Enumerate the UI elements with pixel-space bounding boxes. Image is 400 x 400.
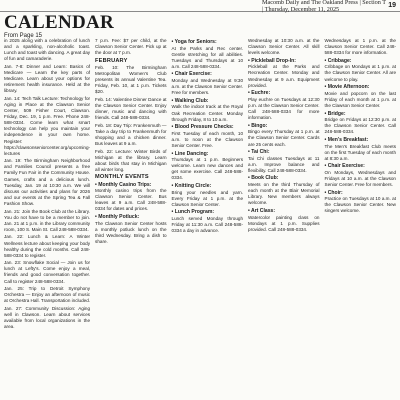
event-heading: • Line Dancing:: [171, 150, 209, 157]
event-heading: • Tai Chi:: [248, 149, 270, 156]
event-listing: Jan. 25: Trip to Detroit Symphony Orchestra — Enjoy an afternoon of music at Orchestra Hall. Transportation included.: [4, 286, 91, 304]
section-heading: MONTHLY EVENTS: [95, 174, 149, 181]
event-listing: The Clawson Senior Center hosts a monthly potluck lunch on the third Wednesday. Bring a dish to share.: [95, 220, 167, 244]
event-heading: • Walking Club:: [171, 97, 209, 104]
event-heading: • Monthly Potluck:: [95, 214, 140, 221]
event-heading: • Men's Breakfast:: [324, 136, 369, 143]
event-listing: Watercolor painting class on Mondays at 1 p.m. Supplies provided. Call 248-588-0334.: [248, 214, 320, 232]
section-name: Section T: [362, 0, 386, 6]
column-4: [248, 38, 319, 398]
header-text: Macomb Daily and The Oakland Press | Section T | Thursday, December 11, 2025: [262, 0, 386, 13]
issue-date: Thursday, December 11, 2025: [264, 5, 340, 13]
event-heading: • Art Class:: [248, 207, 276, 214]
page-number: 19: [388, 2, 396, 9]
event-listing: Jan. 7-8: Dinner and Learn: Basics of Medicare — Learn the key parts of Medicare. Learn about your options for retirement health insurance. Held at the library.: [4, 63, 91, 94]
event-listing: Pickleball at the Parks and Recreation Center. Monday and Wednesday at 9 a.m. Equipment provided.: [248, 64, 320, 88]
event-listing: At the Parks and Rec center. Gentle stretching for all abilities. Tuesdays and Thursdays at 10 a.m. Call 248-588-0334.: [171, 45, 244, 69]
event-heading: • Chair Exercise:: [324, 163, 365, 170]
event-listing: On Mondays, Wednesdays and Fridays at 10 a.m. at the Clawson Senior Center. Free for members.: [324, 169, 396, 188]
column-1: [4, 38, 90, 398]
event-listing: Bring your needles and yarn. Every Friday at 1 p.m. at the Clawson Senior Center.: [171, 189, 244, 207]
event-listing: Jan. 21: Join the Book Club at the Library. You do not have to be a member to join. Jan. 21 at 1 p.m. in the Library community room, 100 S. Main St. Call 248-588-0334.: [4, 208, 91, 232]
event-listing: Feb. 10: The Birmingham Metropolitan Women's Club presents its annual Valentine Tea. Friday, Feb. 10, at 1 p.m. Tickets $20.: [95, 64, 167, 95]
event-listing: Cribbage on Mondays at 1 p.m. at the Clawson Senior Center. All are welcome to play.: [324, 64, 396, 82]
event-listing: Feb. 14: Valentine Dinner Dance at the Clawson Senior Center. Enjoy dinner, music and dancing with friends. Call 248-588-0334.: [95, 96, 167, 121]
event-heading: • Book Club:: [248, 175, 279, 182]
event-heading: • Bingo:: [248, 122, 268, 129]
event-listing: Wednesday at 10:30 a.m. at the Clawson Senior Center. All skill levels welcome.: [248, 38, 320, 56]
event-heading: • Monthly Casino Trips:: [95, 181, 152, 188]
event-listing: Wednesdays at 1 p.m. at the Clawson Senior Center. Call 248-588-0334 for more information.: [324, 38, 396, 56]
event-listing: Lunch served Monday through Friday at 11:30 a.m. Call 248-588-0334 a day in advance.: [171, 216, 244, 234]
event-heading: • Euchre:: [248, 90, 271, 97]
event-heading: • Lunch Program:: [171, 209, 215, 216]
event-heading: • Yoga for Seniors:: [171, 39, 217, 45]
event-listing: Jan. 23: Snowflake Social — Join us for lunch at Lefty's. Come enjoy a meal, friends and good conversation together. Call to register 248-588-0334.: [4, 260, 91, 284]
column-5: [325, 38, 397, 398]
event-listing: The Men's Breakfast Club meets on the first Tuesday of each month at 8:30 a.m.: [324, 143, 396, 161]
event-heading: • Chair Exercise:: [171, 71, 212, 78]
calendar-masthead: [4, 12, 115, 39]
event-listing: Movie and popcorn on the last Friday of each month at 1 p.m. at the Clawson Senior Center.: [324, 90, 396, 108]
event-listing: Tai Chi classes Tuesdays at 11 a.m. Improve balance and flexibility. Call 248-588-0334.: [248, 155, 320, 173]
article-columns: [4, 38, 396, 398]
calendar-title: CALENDAR: [4, 12, 115, 33]
section-heading: FEBRUARY: [95, 57, 128, 64]
event-listing: Practice on Tuesdays at 10 a.m. at the Clawson Senior Center. New singers welcome.: [324, 196, 396, 214]
event-listing: Jan. 27: Community Discussion: Aging well in Clawson. Learn about services available from local organizations in the area.: [4, 305, 91, 330]
event-listing: Feb. 18: Day Trip: Frankenmuth — Take a day trip to Frankenmuth for shopping and a chicken dinner. Bus leaves at 9 a.m.: [95, 122, 167, 146]
column-2: [95, 38, 166, 398]
continued-from: From Page 15: [4, 33, 43, 39]
event-listing: Jan. 19: The Birmingham Neighborhood and Families Council presents a free Family Fun Fair in the Community House. Games, crafts and a delicious lunch. Tuesday, Jan. 19 at 10:30 a.m. We will discuss our activities and plans for 2026 and our events at the Spring Tea & Fall Fashion Show.: [4, 158, 91, 206]
event-listing: Jan. 14: Tech Talk Lecture: Technology for Aging in Place at the Clawson Senior Center, 509 Fisher Court, Clawson. Friday, Dec. 19, 1 p.m. Free. Phone 248-588-0334. Come learn what smart technology can help you maintain your independence in your own home. Register: https://clawsonseniorcenter.org/upcoming-lectures: [4, 95, 91, 156]
event-listing: Thursdays at 1 p.m. Beginners welcome. Learn new dances and get some exercise. Call 248-588-0334.: [171, 157, 244, 181]
event-heading: • Movie Afternoon:: [324, 84, 370, 91]
event-heading: • Choir:: [324, 189, 343, 196]
event-listing: Monday and Wednesday at 9:30 a.m. at the Clawson Senior Center. Free for members.: [171, 78, 244, 96]
event-listing: Feb. 22: Lecture: Winter Birds of Michigan at the library. Learn about birds that stay in Michigan all winter long.: [95, 148, 167, 172]
event-listing: Meets on the third Thursday of each month at the Blair Memorial Library. New members always welcome.: [248, 182, 320, 206]
event-listing: Bridge on Fridays at 12:30 p.m. at the Clawson Senior Center. Call 248-588-0334.: [324, 117, 396, 135]
event-listing: Bingo every Thursday at 1 p.m. at the Clawson Senior Center. Cards are 25 cents each.: [248, 129, 320, 147]
event-listing: 7 p.m. Fee: $7 per child, at the Clawson Senior Center. Pick up at the door at 7 p.m.: [95, 38, 167, 56]
event-listing: Walk the indoor track at the Royal Oak Recreation Center. Monday through Friday, 8 to 10 a.m.: [171, 104, 244, 122]
event-heading: • Knitting Circle:: [171, 183, 212, 190]
event-listing: Play euchre on Tuesdays at 12:30 p.m. at the Clawson Senior Center. Call 248-588-0334 for more information.: [248, 96, 320, 121]
event-heading: • Cribbage:: [324, 57, 352, 64]
event-heading: • Pickleball Drop-In:: [248, 57, 296, 64]
column-3: [172, 38, 243, 398]
event-heading: • Blood Pressure Checks:: [171, 124, 234, 131]
event-listing: Monthly casino trips from the Clawson Senior Center. Bus leaves at 9 a.m. Call 248-588-0334 for dates and prices.: [95, 188, 167, 212]
event-heading: • Bridge:: [324, 110, 346, 117]
page-header: [0, 0, 400, 12]
publication-name: Macomb Daily and The Oakland Press: [262, 0, 358, 6]
event-listing: in 2025 along with a celebration of lunch and a sparkling, non-alcoholic toast. Lunch and toast with dancing. A great day of fun and camaraderie.: [4, 38, 91, 62]
event-listing: Jan. 22: Lunch & Learn: A Winter Wellness lecture about keeping your body healthy during the cold months. Call 248-588-0334 to register.: [4, 234, 91, 258]
event-listing: First Tuesday of each month, 10 a.m. to noon at the Clawson Senior Center. Free.: [171, 130, 244, 148]
